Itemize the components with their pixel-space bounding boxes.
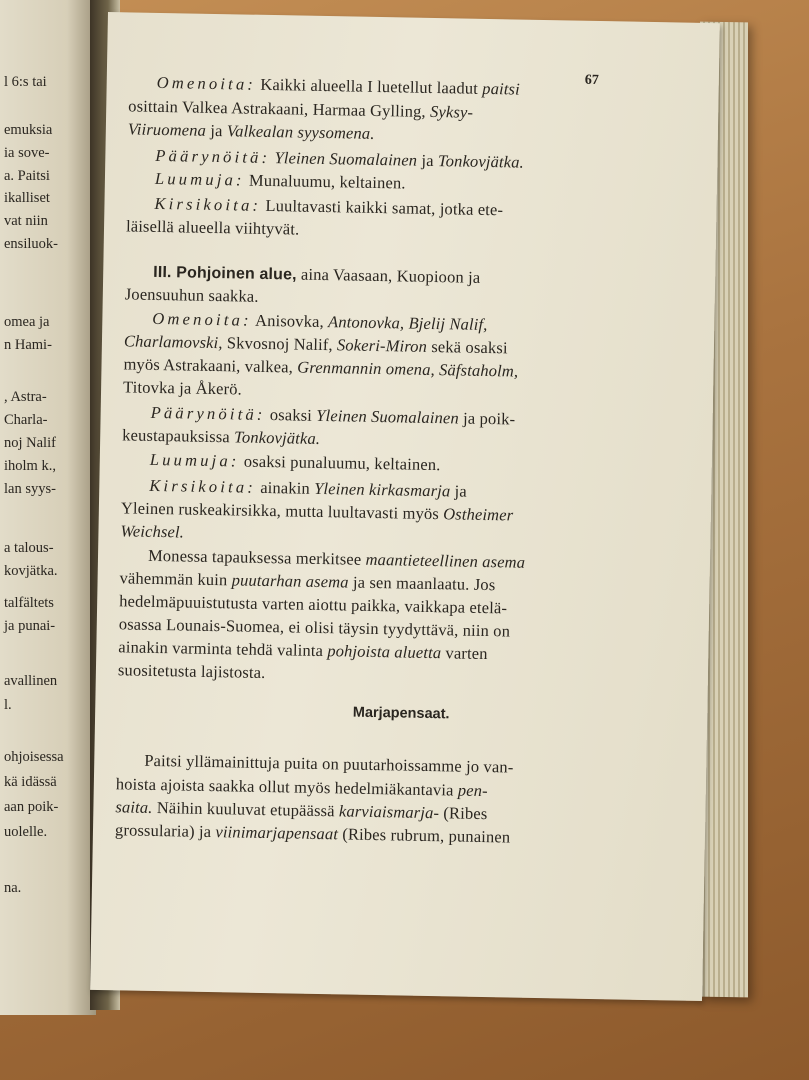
text-segment: aina Vaasaan, Kuopioon ja [296, 264, 481, 287]
text-line [126, 216, 300, 239]
text-segment: Munaluumu, keltainen. [244, 170, 406, 193]
text-segment: maantieteellinen asema [365, 549, 526, 572]
text-segment: Tonkovjätka. [233, 427, 321, 448]
text-segment: paitsi [482, 78, 521, 99]
text-segment: Skvosnoj Nalif, [222, 333, 338, 355]
text-segment: pohjoista aluetta [327, 641, 442, 663]
text-segment: osittain Valkea Astrakaani, Harmaa Gylling, [128, 96, 431, 121]
text-line [123, 377, 242, 399]
left-page-line: iholm k., [4, 458, 56, 474]
text-segment: ja [417, 150, 439, 171]
text-segment: Kirsikoita: [154, 193, 262, 215]
text-segment: Viiruomena [127, 119, 207, 140]
left-page-line: avallinen [4, 673, 58, 689]
text-segment: Charlamovski, [123, 331, 223, 353]
text-line [128, 96, 473, 122]
left-page-line: ikalliset [4, 190, 50, 206]
left-page [0, 0, 96, 1015]
text-segment: Antonovka, Bjelij Nalif, [327, 312, 488, 335]
text-line [150, 403, 515, 430]
left-page-line: omea ja [4, 314, 50, 330]
text-segment: (Ribes rubrum, punainen [337, 824, 511, 847]
text-segment: pen- [457, 780, 488, 801]
right-page [90, 12, 720, 1001]
text-line [144, 751, 514, 778]
text-line [115, 797, 487, 824]
text-segment: ja [450, 481, 468, 501]
text-segment: sekä osaksi [426, 336, 508, 358]
left-page-line: kovjätka. [4, 563, 58, 579]
text-segment: ainakin [255, 477, 315, 498]
text-segment: varten [441, 643, 488, 664]
left-page-line: ohjoisessa [4, 749, 64, 765]
left-page-line: ensiluok- [4, 236, 58, 252]
text-line [153, 262, 480, 288]
text-segment: osaksi punaluumu, keltainen. [239, 451, 441, 475]
left-page-line: na. [4, 880, 22, 896]
page-number: 67 [584, 72, 599, 89]
text-segment: Luumuja: [149, 449, 240, 471]
text-line [124, 331, 508, 358]
text-line [128, 119, 375, 144]
text-segment: Yleinen Suomalainen [316, 405, 460, 428]
text-segment: Luultavasti kaikki samat, jotka ete- [261, 195, 504, 220]
text-line [115, 820, 511, 847]
text-segment: Titovka ja Åkerö. [122, 377, 243, 399]
text-segment: Kaikki alueella I luetellut laadut [255, 74, 483, 98]
text-segment: III. Pohjoinen alue, [153, 263, 297, 284]
text-line [148, 546, 525, 573]
text-segment: Tonkovjätka. [437, 151, 525, 172]
text-segment: hoista ajoista saakka ollut myös hedelmiäkantavia [115, 774, 458, 800]
text-line [116, 774, 488, 801]
text-line [118, 660, 266, 683]
left-page-line: noj Nalif [4, 435, 56, 451]
text-segment: Omenoita: [152, 308, 252, 330]
text-segment: Grenmannin omena, Säfstaholm, [297, 357, 519, 381]
text-segment: Kirsikoita: [149, 475, 257, 497]
text-line [119, 591, 507, 618]
text-segment: Yleinen ruskeakirsikka, mutta luultavasti myös [120, 498, 444, 524]
text-segment: (Ribes [438, 803, 488, 824]
text-line [149, 476, 467, 502]
text-line [155, 146, 524, 173]
text-line [152, 309, 487, 335]
left-page-line: l 6:s tai [4, 74, 47, 90]
text-line [118, 637, 488, 664]
text-segment: osassa Lounais-Suomea, ei olisi täysin tyydyttävä, niin on [118, 614, 511, 641]
text-segment: suositetusta lajistosta. [117, 660, 266, 682]
text-segment: saita. [115, 797, 153, 817]
left-page-line: , Astra- [4, 389, 47, 405]
text-segment: vähemmän kuin [119, 568, 232, 590]
text-segment: Näihin kuuluvat etupäässä [152, 797, 340, 821]
text-line [155, 169, 406, 194]
text-line [120, 521, 184, 542]
text-segment: Yleinen Suomalainen [274, 148, 418, 170]
left-page-line: Charla- [4, 412, 48, 428]
text-line [125, 284, 259, 306]
text-segment: Syksy- [429, 101, 474, 122]
text-segment: osaksi [265, 404, 317, 425]
text-line [150, 450, 441, 475]
left-page-line: talfältets [4, 595, 54, 611]
text-segment: Weichsel. [120, 521, 185, 542]
text-segment: grossularia) ja [114, 820, 216, 842]
text-line [154, 194, 503, 220]
text-segment: Omenoita: [156, 72, 257, 94]
left-page-line: lan syys- [4, 481, 56, 497]
text-segment: keustapauksissa [122, 425, 235, 447]
left-page-line: a talous- [4, 540, 54, 556]
text-segment: Anisovka, [251, 310, 329, 332]
text-segment: Päärynöitä: [150, 402, 266, 424]
left-page-line: l. [4, 697, 12, 713]
section-heading: Marjapensaat. [352, 704, 450, 723]
text-segment: viinimarjapensaat [215, 822, 339, 844]
text-segment: Valkealan syysomena. [226, 121, 375, 143]
text-line [119, 568, 495, 595]
text-segment: ja poik- [458, 408, 516, 429]
left-page-line: aan poik- [4, 799, 59, 815]
text-segment: Päärynöitä: [155, 145, 271, 167]
text-segment: puutarhan asema [231, 570, 349, 592]
text-line [157, 73, 520, 100]
left-page-line: n Hami- [4, 337, 52, 353]
text-segment: läisellä alueella viihtyvät. [125, 216, 300, 239]
left-page-line: ja punai- [4, 618, 56, 634]
text-segment: Sokeri-Miron [336, 335, 428, 356]
text-segment: Yleinen kirkasmarja [314, 478, 451, 501]
left-page-line: uolelle. [4, 824, 48, 840]
text-segment: Joensuuhun saakka. [124, 284, 259, 306]
left-page-line: emuksia [4, 122, 53, 138]
left-page-line: kä idässä [4, 774, 57, 790]
text-segment: ja [205, 120, 227, 141]
text-segment: myös Astrakaani, valkea, [123, 354, 298, 377]
text-segment: hedelmäpuuistutusta varten aiottu paikka, vaikkapa etelä- [119, 591, 508, 618]
text-segment: Paitsi yllämainittuja puita on puutarhoissamme jo van- [144, 750, 514, 777]
text-segment: ainakin varminta tehdä valinta [118, 637, 328, 661]
left-page-line: vat niin [4, 213, 48, 229]
text-line [122, 425, 320, 449]
text-segment: ja sen maanlaatu. Jos [348, 572, 496, 595]
text-segment: karviaismarja- [338, 801, 440, 823]
text-segment: Monessa tapauksessa merkitsee [147, 545, 366, 569]
text-segment: Ostheimer [443, 504, 514, 525]
text-segment: Luumuja: [154, 168, 245, 190]
left-page-line: a. Paitsi [4, 168, 50, 184]
left-page-line: ia sove- [4, 145, 50, 161]
